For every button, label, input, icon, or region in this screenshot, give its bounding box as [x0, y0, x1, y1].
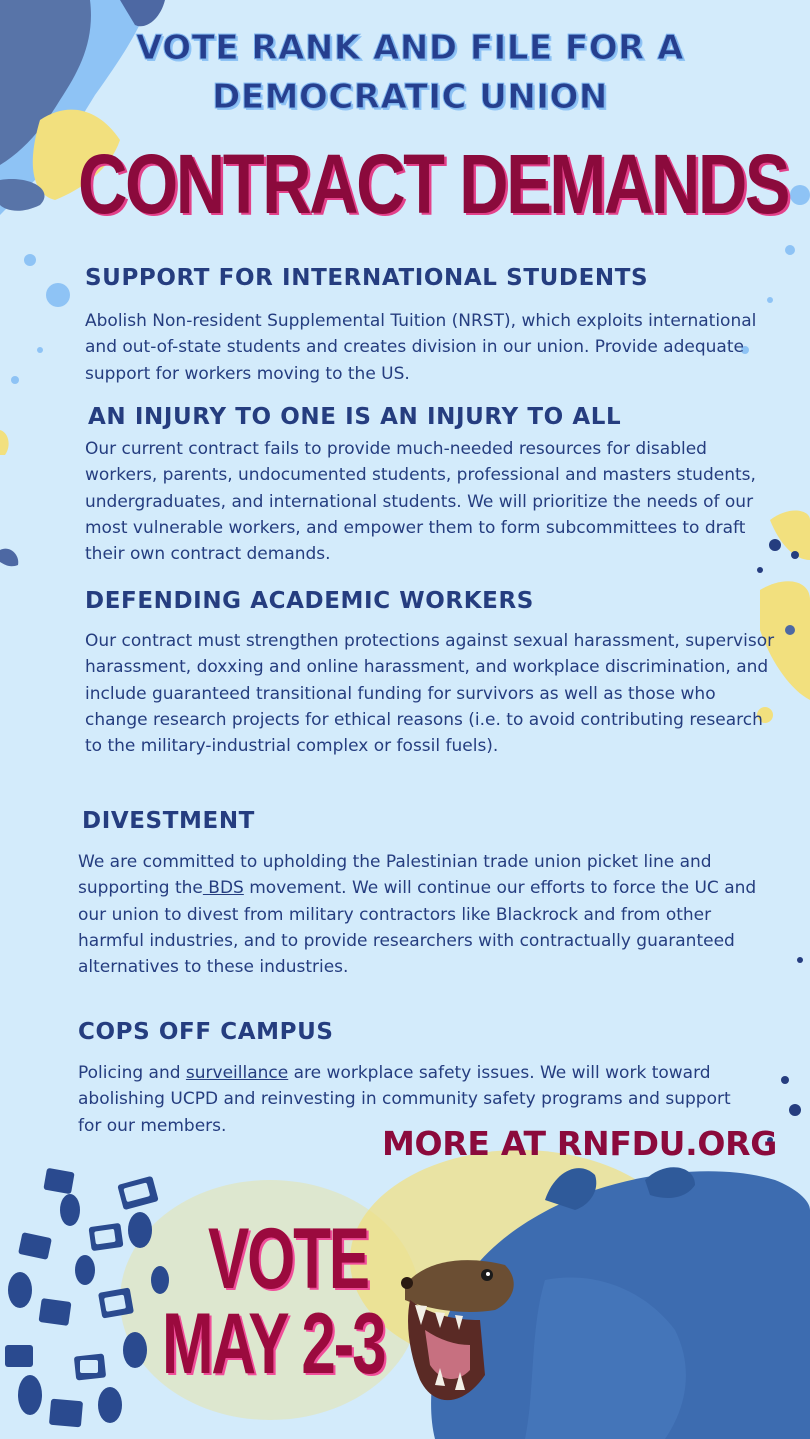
header-line-2: DEMOCRATIC UNION	[212, 77, 608, 117]
vote-heading: VOTE	[208, 1211, 368, 1307]
section-heading-academic-workers: DEFENDING ACADEMIC WORKERS	[85, 588, 534, 614]
section-body-international-students: Abolish Non-resident Supplemental Tuition (NRST), which exploits international and out-of-state students and creates division in our union. Provide adequate support for workers moving to the US.	[85, 311, 757, 384]
bds-link[interactable]: BDS	[202, 878, 244, 899]
section-body-divestment: We are committed to upholding the Palestinian trade union picket line and supporting the BDS movement. We will continue our efforts to force the UC and our union to divest from military contractors like Blackrock and from other harmful industries, and to provide researchers with contractually guaranteed alternatives to these industries.	[78, 852, 757, 978]
section-body-academic-workers: Our contract must strengthen protections against sexual harassment, supervisor harassment, doxxing and online harassment, and workplace discrimination, and include guaranteed transitional funding for survivors as well as those who change research projects for ethical reasons (i.e. to avoid contributing research to the military-industrial complex or fossil fuels).	[85, 631, 775, 757]
more-info-link[interactable]: MORE AT RNFDU.ORG	[382, 1124, 778, 1163]
section-body-cops-off-campus: Policing and surveillance are workplace safety issues. We will work toward abolishing UCPD and reinvesting in community safety programs and support for our members.	[78, 1063, 731, 1136]
section-body-injury: Our current contract fails to provide much-needed resources for disabled workers, parents, undocumented students, professional and masters students, undergraduates, and international students. We will prioritize the needs of our most vulnerable workers, and empower them to form subcommittees to draft their own contract demands.	[85, 439, 756, 565]
section-heading-divestment: DIVESTMENT	[82, 808, 255, 834]
section-heading-cops-off-campus: COPS OFF CAMPUS	[78, 1019, 334, 1045]
bear-illustration	[395, 1140, 810, 1439]
page-title: CONTRACT DEMANDS	[78, 137, 789, 231]
header-line-1: VOTE RANK AND FILE FOR A	[136, 28, 684, 68]
surveillance-link[interactable]: surveillance	[185, 1063, 289, 1083]
vote-dates: MAY 2-3	[162, 1296, 385, 1392]
section-heading-international-students: SUPPORT FOR INTERNATIONAL STUDENTS	[85, 265, 649, 291]
section-heading-injury: AN INJURY TO ONE IS AN INJURY TO ALL	[88, 404, 622, 430]
